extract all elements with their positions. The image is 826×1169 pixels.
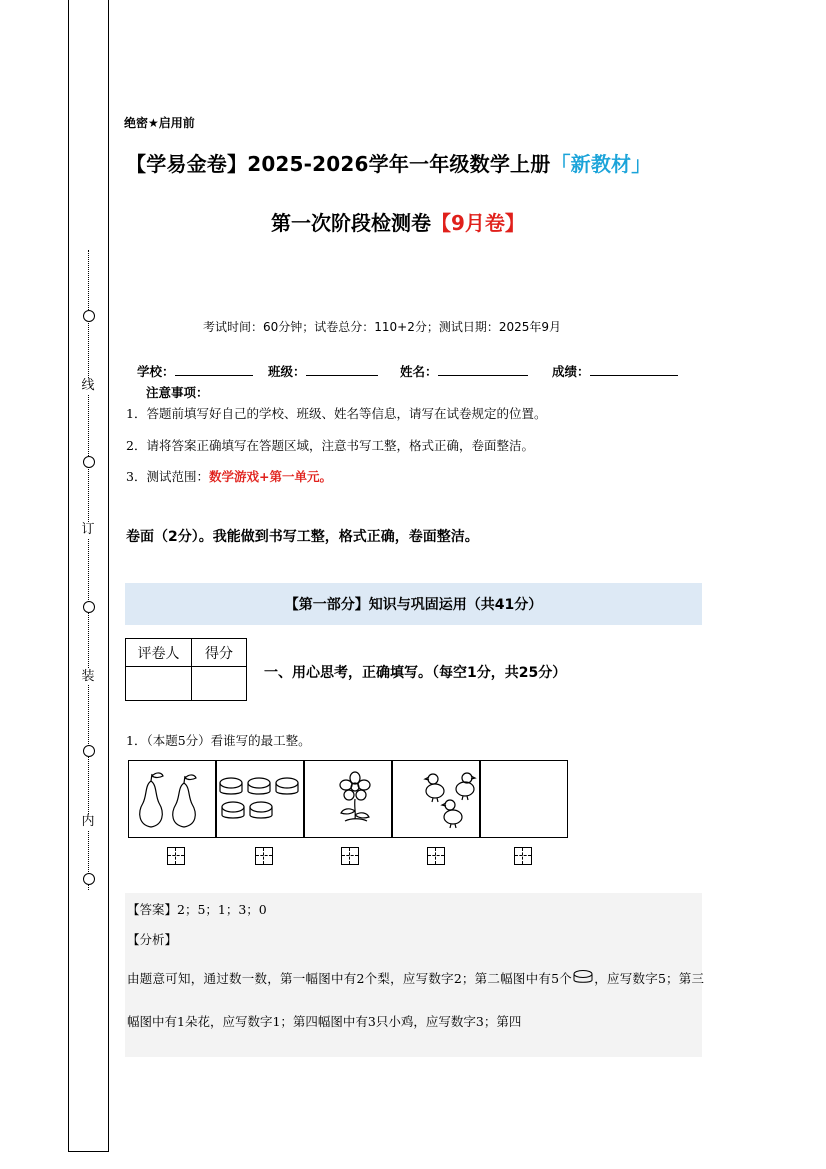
picture-cell-pears xyxy=(128,760,216,838)
title-main: 【学易金卷】2025-2026学年一年级数学上册 xyxy=(126,152,551,176)
picture-cell-chicks xyxy=(392,760,480,838)
school-label: 学校： xyxy=(137,364,175,379)
binding-char-xian: 线 xyxy=(81,378,95,393)
analysis-label: 【分析】 xyxy=(127,932,178,947)
note-3 xyxy=(126,467,332,485)
picture-cell-flower xyxy=(304,760,392,838)
subtitle-main: 第一次阶段检测卷 xyxy=(271,211,431,235)
subtitle-highlight: 【9月卷】 xyxy=(431,211,525,235)
binding-dotted-line xyxy=(88,250,89,890)
score-table xyxy=(125,638,247,701)
grader-header: 评卷人 xyxy=(126,639,192,667)
writing-box-4[interactable] xyxy=(427,847,445,865)
binding-circle xyxy=(83,601,95,613)
note-1: 1．答题前填写好自己的学校、班级、姓名等信息，请写在试卷规定的位置。 xyxy=(126,406,547,421)
analysis-text xyxy=(127,957,704,1043)
writing-box-5[interactable] xyxy=(514,847,532,865)
writing-box-2[interactable] xyxy=(255,847,273,865)
part1-banner xyxy=(125,583,702,625)
page-subtitle xyxy=(271,207,525,236)
question-1: 1．（本题5分）看谁写的最工整。 xyxy=(126,733,311,748)
score-cell[interactable] xyxy=(192,667,247,701)
picture-cell-empty xyxy=(480,760,568,838)
name-field xyxy=(400,362,528,380)
score-label: 成绩： xyxy=(552,364,590,379)
picture-cell-pies xyxy=(216,760,304,838)
binding-char-ding: 订 xyxy=(81,522,95,537)
confidential-label: 绝密★启用前 xyxy=(124,116,195,130)
grader-cell[interactable] xyxy=(126,667,192,701)
neatness-statement: 卷面（2分）。我能做到书写工整，格式正确，卷面整洁。 xyxy=(126,529,479,545)
pie-icon xyxy=(572,969,594,985)
writing-box-3[interactable] xyxy=(341,847,359,865)
analysis-part1: 由题意可知，通过数一数，第一幅图中有2个梨，应写数字2；第二幅图中有5个 xyxy=(127,971,573,986)
school-field xyxy=(137,362,253,380)
notes-title: 注意事项： xyxy=(146,385,209,400)
page-title xyxy=(126,148,651,177)
exam-info: 考试时间：60分钟；试卷总分：110+2分；测试日期：2025年9月 xyxy=(203,320,562,334)
pie-icon xyxy=(217,761,303,837)
score-header: 得分 xyxy=(192,639,247,667)
pear-icon xyxy=(129,761,215,837)
analysis-part2: ，应写数字5；第三幅图中有1朵花，应写数字1；第四幅图中有3只小鸡，应写数字3；第四 xyxy=(127,971,704,1029)
section1-title: 一、用心思考，正确填写。（每空1分，共25分） xyxy=(264,665,567,681)
title-highlight: 「新教材」 xyxy=(550,152,652,176)
binding-circle xyxy=(83,310,95,322)
binding-char-nei: 内 xyxy=(81,814,95,829)
name-label: 姓名： xyxy=(400,364,438,379)
school-blank[interactable] xyxy=(175,363,253,376)
note-2: 2．请将答案正确填写在答题区域，注意书写工整，格式正确，卷面整洁。 xyxy=(126,438,534,453)
class-label: 班级： xyxy=(268,364,306,379)
score-blank[interactable] xyxy=(590,363,678,376)
part1-banner-text: 【第一部分】知识与巩固运用（共41分） xyxy=(284,597,543,613)
flower-icon xyxy=(305,761,391,837)
class-field xyxy=(268,362,378,380)
chick-icon xyxy=(393,761,479,837)
note-3-prefix: 3．测试范围： xyxy=(126,469,209,484)
class-blank[interactable] xyxy=(306,363,378,376)
binding-circle xyxy=(83,745,95,757)
answer-line: 【答案】2；5；1；3；0 xyxy=(127,902,267,917)
binding-circle xyxy=(83,873,95,885)
binding-circle xyxy=(83,456,95,468)
name-blank[interactable] xyxy=(438,363,528,376)
score-field xyxy=(552,362,678,380)
writing-box-1[interactable] xyxy=(167,847,185,865)
binding-char-zhuang: 装 xyxy=(81,669,95,684)
note-3-range: 数学游戏+第一单元。 xyxy=(208,469,332,484)
